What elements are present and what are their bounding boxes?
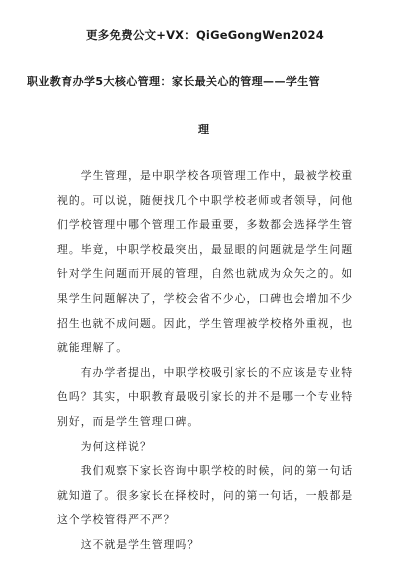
text-line: 这个学校管得严不严？ [57,513,176,527]
text-line: 视的。可以说，随便找几个中职学校老师或者领导，问他 [57,193,354,207]
text-line: 学生管理，是中职学校各项管理工作中，最被学校重 [80,169,354,182]
paragraph [57,459,357,533]
document-title-line-1: 职业教育办学5大核心管理：家长最关心的管理——学生管 [27,75,321,88]
text-line: 针对学生问题而开展的管理，自然也就成为众矢之的。如 [57,267,354,281]
text-line: 就能理解了。 [57,341,129,355]
text-line: 理。毕竟，中职学校最突出，最显眼的问题就是学生问题 [57,242,354,256]
text-line: 别好，而是学生管理口碑。 [57,414,200,428]
text-line: 果学生问题解决了，学校会省不少心，口碑也会增加不少 [57,291,354,305]
text-line: 色吗？其实，中职教育最吸引家长的并不是哪一个专业特 [57,390,354,404]
paragraph [57,164,357,361]
paragraph [57,435,357,460]
watermark-header: 更多免费公文+VX：QiGeGongWen2024 [86,28,324,42]
text-line: 为何这样说？ [80,439,152,453]
document-body [57,164,357,558]
document-title-line-2: 理 [198,123,210,136]
paragraph [57,361,357,435]
text-line: 们学校管理中哪个管理工作最重要，多数都会选择学生管 [57,218,354,232]
paragraph [57,533,357,558]
text-line: 我们观察下家长咨询中职学校的时候，问的第一句话 [80,464,354,478]
text-line: 就知道了。很多家长在择校时，问的第一句话，一般都是 [57,488,354,502]
text-line: 招生也就不成问题。因此，学生管理被学校格外重视，也 [57,316,354,330]
text-line: 这不就是学生管理吗？ [80,537,200,551]
text-line: 有办学者提出，中职学校吸引家长的不应该是专业特 [80,365,354,379]
